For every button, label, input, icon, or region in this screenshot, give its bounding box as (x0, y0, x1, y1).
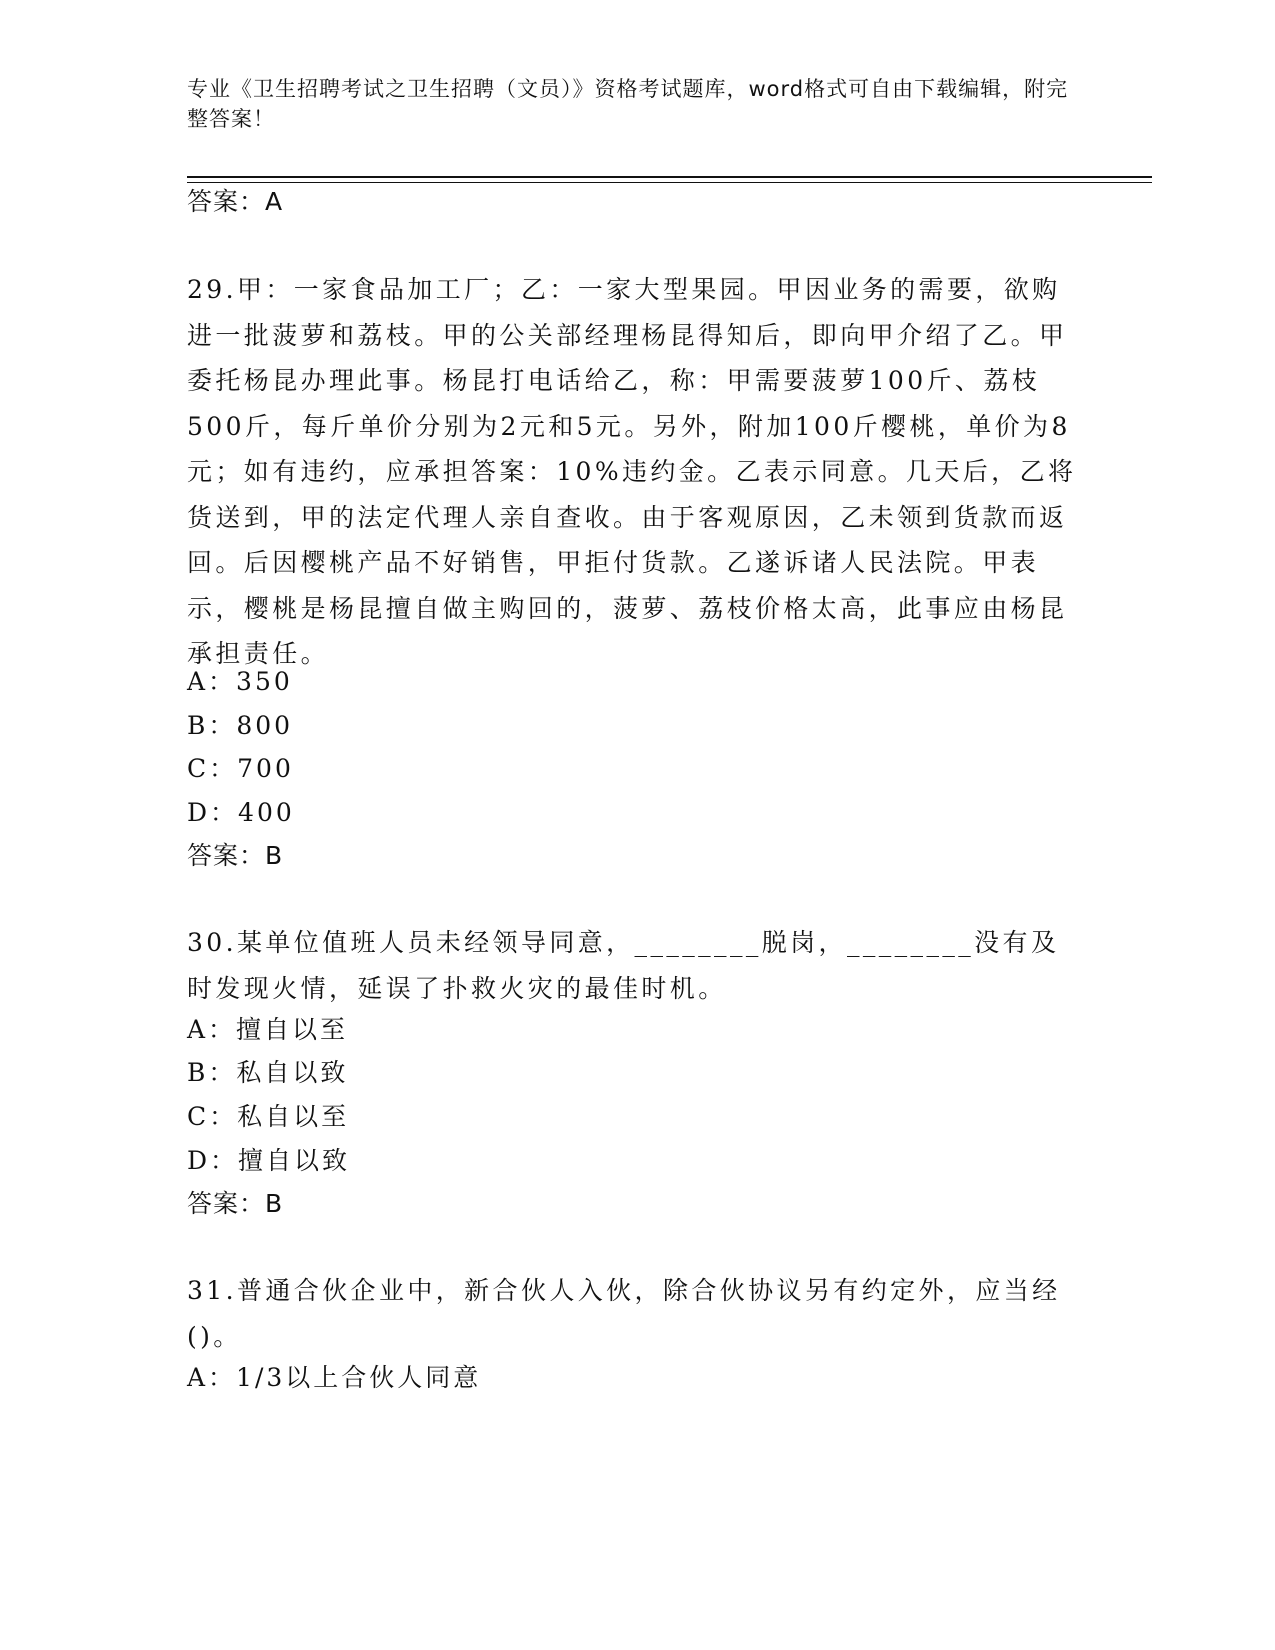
header-divider-thick (187, 176, 1152, 178)
option-30-d: D：擅自以致 (187, 1146, 351, 1175)
option-29-a: A：350 (187, 667, 293, 696)
question-31: 31.普通合伙企业中，新合伙人入伙，除合伙协议另有约定外，应当经()。 (187, 1276, 1061, 1351)
header-divider-thin (187, 182, 1152, 183)
option-29-d: D：400 (187, 798, 295, 827)
question-29: 29.甲：一家食品加工厂；乙：一家大型果园。甲因业务的需要，欲购进一批菠萝和荔枝。甲的公关部经理杨昆得知后，即向甲介绍了乙。甲委托杨昆办理此事。杨昆打电话给乙，称：甲需要菠萝100斤、荔枝500斤，每斤单价分别为2元和5元。另外，附加100斤樱桃，单价为8元；如有违约，应承担答案：10%违约金。乙表示同意。几天后，乙将货送到，甲的法定代理人亲自查收。由于客观原因，乙未领到货款而返回。后因樱桃产品不好销售，甲拒付货款。乙遂诉诸人民法院。甲表示，樱桃是杨昆擅自做主购回的，菠萝、荔枝价格太高，此事应由杨昆承担责任。 (187, 275, 1077, 668)
answer-q29: 答案：B (187, 841, 284, 870)
answer-q30: 答案：B (187, 1189, 284, 1218)
option-31-a: A：1/3以上合伙人同意 (187, 1363, 482, 1392)
question-30: 30.某单位值班人员未经领导同意，________脱岗，________没有及时发现火情，延误了扑救火灾的最佳时机。 (187, 928, 1060, 1003)
option-29-c: C：700 (187, 754, 294, 783)
option-30-c: C：私自以至 (187, 1102, 350, 1131)
option-30-a: A：擅自以至 (187, 1015, 349, 1044)
option-29-b: B：800 (187, 711, 294, 740)
option-30-b: B：私自以致 (187, 1058, 349, 1087)
answer-q28: 答案：A (187, 187, 284, 216)
page-header: 专业《卫生招聘考试之卫生招聘（文员）》资格考试题库，word格式可自由下载编辑，附完整答案！ (187, 77, 1069, 131)
